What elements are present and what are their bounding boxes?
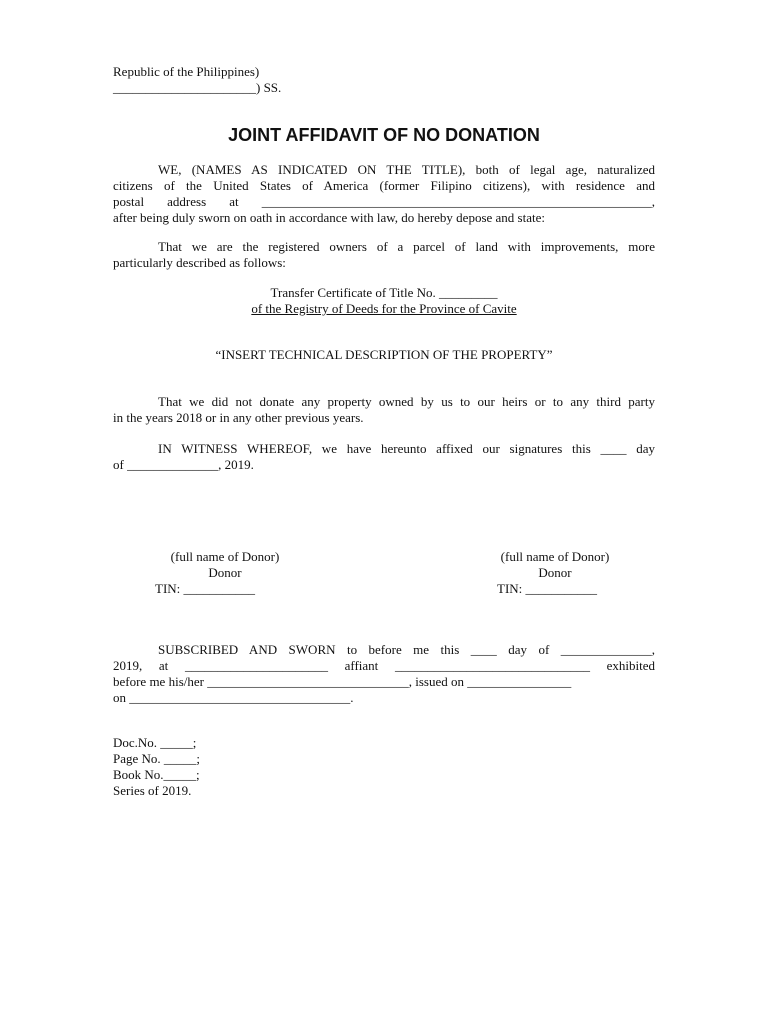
witness-line-2: of ______________, 2019.: [113, 457, 254, 472]
venue-line-ss: ______________________) SS.: [113, 80, 282, 95]
intro-line-3: postal address at ____________________________________________________________,: [113, 194, 655, 209]
witness-line-1: IN WITNESS WHEREOF, we have hereunto affixed our signatures this ____ day: [158, 441, 655, 456]
notarial-register: [113, 735, 655, 799]
jurat-line-3: before me his/her _______________________________, issued on ________________: [113, 674, 572, 689]
signatory-block-1: [135, 549, 315, 597]
signatory-name: (full name of Donor): [500, 549, 610, 564]
jurat-paragraph: [113, 642, 655, 706]
jurat-line-2: 2019, at ______________________ affiant ______________________________ exhibited: [113, 658, 655, 673]
intro-line-2: citizens of the United States of America (former Filipino citizens), with residence and: [113, 178, 655, 193]
venue-block: [113, 64, 655, 96]
series-year: Series of 2019.: [113, 783, 192, 798]
document-title: JOINT AFFIDAVIT OF NO DONATION: [228, 125, 540, 145]
no-donation-line-1: That we did not donate any property owned by us to our heirs or to any third party: [158, 394, 655, 409]
signatory-block-2: [465, 549, 645, 597]
witness-paragraph: [113, 441, 655, 473]
doc-number: Doc.No. _____;: [113, 735, 197, 750]
title-reference: [113, 285, 655, 317]
ownership-line-2: particularly described as follows:: [113, 255, 286, 270]
page-number: Page No. _____;: [113, 751, 201, 766]
jurat-line-4: on __________________________________.: [113, 690, 354, 705]
ownership-paragraph: [113, 239, 655, 271]
jurat-line-1: SUBSCRIBED AND SWORN to before me this ____ day of ______________,: [158, 642, 655, 657]
intro-line-4: after being duly sworn on oath in accordance with law, do hereby depose and state:: [113, 210, 545, 225]
registry-line: of the Registry of Deeds for the Province of Cavite: [251, 301, 517, 316]
signatory-role: Donor: [538, 565, 572, 580]
signatory-tin: TIN: ___________: [497, 581, 598, 596]
book-number: Book No._____;: [113, 767, 200, 782]
technical-description: “INSERT TECHNICAL DESCRIPTION OF THE PROPERTY”: [215, 347, 553, 362]
tct-number-line: Transfer Certificate of Title No. _________: [270, 285, 498, 300]
signatory-role: Donor: [208, 565, 242, 580]
no-donation-paragraph: [113, 394, 655, 426]
ownership-line-1: That we are the registered owners of a parcel of land with improvements, more: [158, 239, 655, 254]
venue-line-country: Republic of the Philippines): [113, 64, 260, 79]
no-donation-line-2: in the years 2018 or in any other previous years.: [113, 410, 364, 425]
intro-line-1: WE, (NAMES AS INDICATED ON THE TITLE), both of legal age, naturalized: [158, 162, 655, 177]
signatory-name: (full name of Donor): [170, 549, 280, 564]
signatory-tin: TIN: ___________: [155, 581, 256, 596]
intro-paragraph: [113, 162, 655, 226]
